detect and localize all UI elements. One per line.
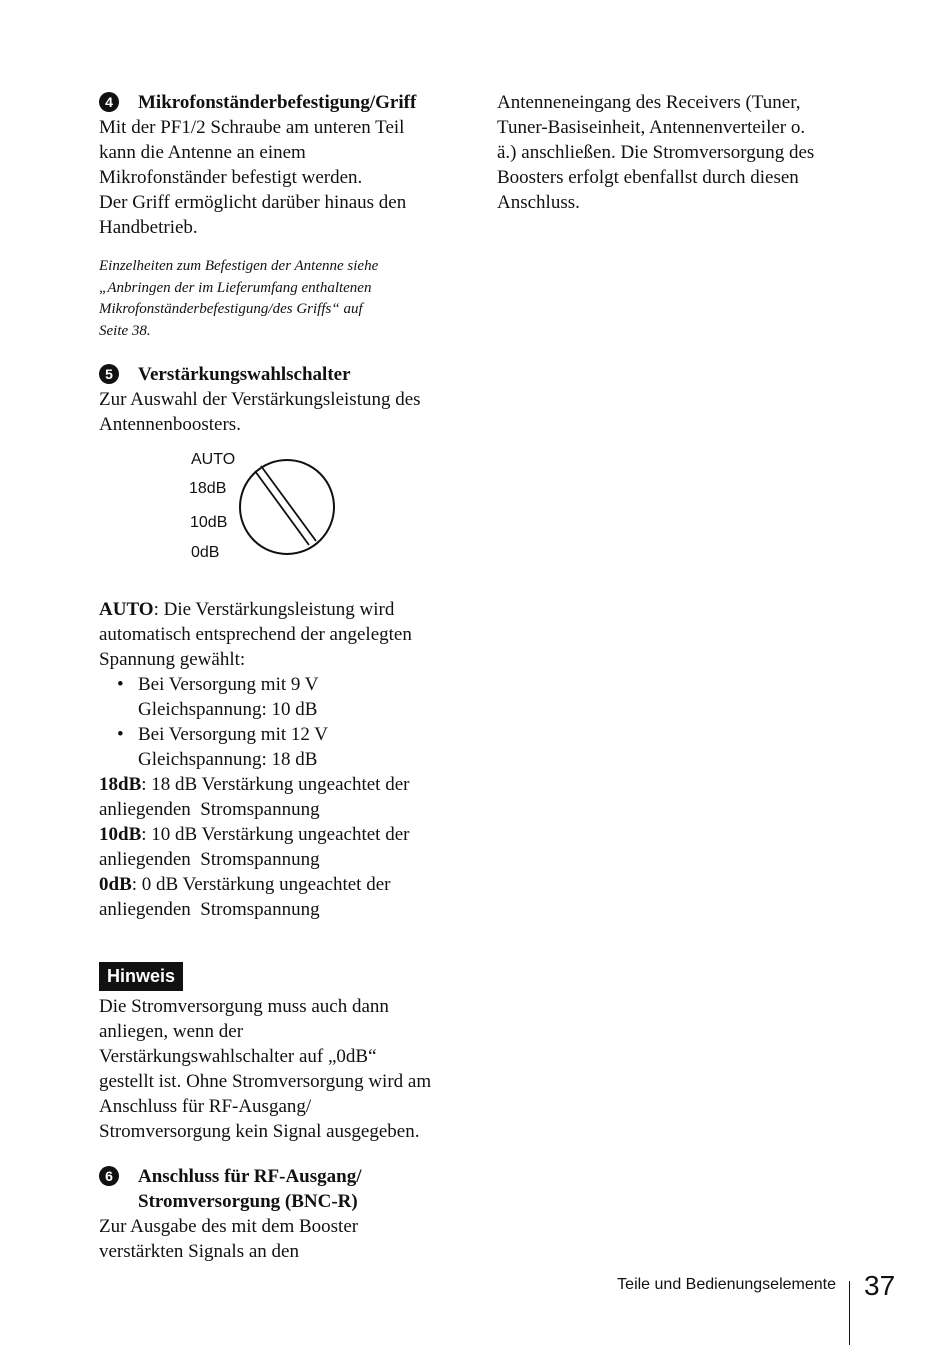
bullet-line: • Bei Versorgung mit 12 V xyxy=(138,724,329,745)
hinweis-line: Anschluss für RF-Ausgang/ xyxy=(99,1096,312,1117)
definition-10db xyxy=(99,822,459,847)
section-5-line: Antennenboosters. xyxy=(99,414,241,435)
definition-text: : 18 dB Verstärkung ungeachtet der xyxy=(141,774,410,795)
gain-selector-dial-figure xyxy=(99,451,459,597)
dial-label-auto: AUTO xyxy=(191,451,236,468)
right-column xyxy=(497,90,857,215)
dial-label-10db: 10dB xyxy=(190,514,228,531)
hinweis-label: Hinweis xyxy=(99,962,183,991)
section-4-line: Handbetrieb. xyxy=(99,217,198,238)
note-line: Mikrofonständerbefestigung/des Griffs“ auf xyxy=(99,301,363,317)
definition-line: anliegenden Stromspannung xyxy=(99,849,320,870)
section-4-line: Mikrofonständer befestigt werden. xyxy=(99,167,363,188)
footer-section-title: Teile und Bedienungselemente xyxy=(617,1276,836,1293)
hinweis-line: Verstärkungswahlschalter auf „0dB“ xyxy=(99,1046,377,1067)
section-6-continued-line: Antenneneingang des Receivers (Tuner, xyxy=(497,92,801,113)
section-6-heading xyxy=(99,1164,459,1214)
section-6-title-line: Stromversorgung (BNC-R) xyxy=(138,1191,358,1212)
section-5-line: Zur Auswahl der Verstärkungsleistung des xyxy=(99,389,421,410)
footer-divider xyxy=(849,1281,850,1345)
dial-label-0db: 0dB xyxy=(191,544,220,561)
section-6-continued-line: Tuner-Basiseinheit, Antennenverteiler o. xyxy=(497,117,806,138)
section-6-line: verstärkten Signals an den xyxy=(99,1241,299,1262)
bullet-item xyxy=(99,722,459,772)
note-line: Einzelheiten zum Befestigen der Antenne siehe xyxy=(99,258,379,274)
definition-line: anliegenden Stromspannung xyxy=(99,799,320,820)
bullet-item xyxy=(99,672,459,722)
left-column xyxy=(99,90,459,1264)
section-6-title-line: Anschluss für RF-Ausgang/ xyxy=(138,1166,362,1187)
section-number-6: 6 xyxy=(99,1166,119,1186)
section-5-title: Verstärkungswahlschalter xyxy=(138,364,351,385)
section-4-title: Mikrofonständerbefestigung/Griff xyxy=(138,92,417,113)
section-6-continued-line: Boosters erfolgt ebenfallst durch diesen xyxy=(497,167,799,188)
section-4-line: kann die Antenne an einem xyxy=(99,142,306,163)
auto-definition-line: automatisch entsprechend der angelegten xyxy=(99,624,412,645)
section-6-continued-line: Anschluss. xyxy=(497,192,580,213)
hinweis-line: Die Stromversorgung muss auch dann xyxy=(99,996,389,1017)
section-4-line: Der Griff ermöglicht darüber hinaus den xyxy=(99,192,407,213)
dial-label-18db: 18dB xyxy=(189,480,227,497)
dial-knob-icon xyxy=(234,454,340,560)
definition-text: : 10 dB Verstärkung ungeachtet der xyxy=(141,824,410,845)
section-4-line: Mit der PF1/2 Schraube am unteren Teil xyxy=(99,117,405,138)
section-6-line: Zur Ausgabe des mit dem Booster xyxy=(99,1216,359,1237)
auto-definition-text: : Die Verstärkungsleistung wird xyxy=(153,599,395,620)
hinweis-line: gestellt ist. Ohne Stromversorgung wird am xyxy=(99,1071,432,1092)
definition-18db xyxy=(99,772,459,797)
bullet-line: • Bei Versorgung mit 9 V xyxy=(138,674,319,695)
bullet-line: Gleichspannung: 18 dB xyxy=(138,749,318,770)
auto-term: AUTO xyxy=(99,599,154,620)
note-line: „Anbringen der im Lieferumfang enthaltenen xyxy=(99,279,372,296)
bullet-line: Gleichspannung: 10 dB xyxy=(138,699,318,720)
section-4-heading xyxy=(99,90,459,115)
definition-line: anliegenden Stromspannung xyxy=(99,899,320,920)
term-10db: 10dB xyxy=(99,824,142,845)
auto-definition xyxy=(99,597,459,622)
page-number: 37 xyxy=(864,1270,896,1301)
hinweis-line: Stromversorgung kein Signal ausgegeben. xyxy=(99,1121,420,1142)
definition-0db xyxy=(99,872,459,897)
note-line: Seite 38. xyxy=(99,322,151,339)
section-number-5: 5 xyxy=(99,364,119,384)
term-18db: 18dB xyxy=(99,774,142,795)
definition-text: : 0 dB Verstärkung ungeachtet der xyxy=(131,874,391,895)
section-5-heading xyxy=(99,362,459,387)
section-4-note xyxy=(99,256,459,342)
auto-definition-line: Spannung gewählt: xyxy=(99,649,246,670)
section-number-4: 4 xyxy=(99,92,119,112)
hinweis-line: anliegen, wenn der xyxy=(99,1021,244,1042)
term-0db: 0dB xyxy=(99,874,132,895)
section-6-continued-line: ä.) anschließen. Die Stromversorgung des xyxy=(497,142,815,163)
